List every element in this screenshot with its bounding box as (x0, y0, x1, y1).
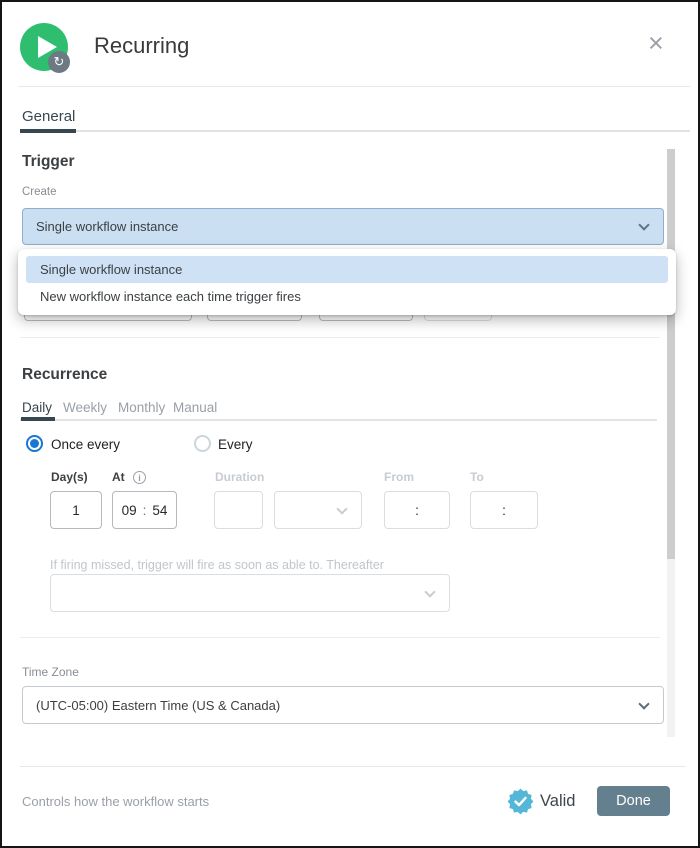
footer-divider (20, 766, 686, 767)
timezone-label: Time Zone (22, 665, 79, 679)
radio-once-every[interactable] (26, 435, 43, 452)
tab-monthly[interactable]: Monthly (118, 400, 166, 415)
dropdown-option-single[interactable]: Single workflow instance (26, 256, 668, 283)
at-label (112, 470, 146, 484)
from-input[interactable]: : (384, 491, 450, 529)
tab-general[interactable]: General (22, 108, 76, 125)
at-colon: : (142, 502, 147, 518)
dialog-title: Recurring (94, 33, 190, 58)
recurrence-tab-track (20, 419, 657, 421)
info-icon[interactable]: i (133, 471, 146, 484)
tab-general-active-underline (20, 129, 76, 133)
tab-daily-active-underline (21, 417, 55, 421)
header-divider (18, 86, 690, 87)
thereafter-select[interactable] (50, 574, 450, 612)
from-label: From (384, 470, 414, 484)
footer-hint: Controls how the workflow starts (22, 794, 210, 809)
at-minutes: 54 (152, 502, 168, 518)
radio-every[interactable] (194, 435, 211, 452)
dropdown-option-new-each[interactable]: New workflow instance each time trigger fires (40, 289, 301, 304)
close-icon[interactable]: × (648, 28, 664, 58)
at-hours: 09 (121, 502, 137, 518)
at-label-text: At (112, 470, 125, 484)
chevron-down-icon (638, 698, 649, 709)
recurrence-heading: Recurrence (22, 366, 108, 383)
done-button[interactable]: Done (597, 786, 670, 816)
to-input[interactable]: : (470, 491, 538, 529)
days-label: Day(s) (51, 470, 88, 484)
validation-status: Valid (540, 792, 576, 810)
create-select-dropdown (18, 249, 676, 315)
trigger-heading: Trigger (22, 153, 75, 170)
chevron-down-icon (336, 503, 347, 514)
tab-daily[interactable]: Daily (22, 400, 53, 415)
missed-firing-note: If firing missed, trigger will fire as soon as able to. Thereafter (50, 558, 384, 572)
valid-badge-icon (507, 788, 534, 815)
repeat-icon: ↻ (48, 51, 70, 73)
duration-label: Duration (215, 470, 265, 484)
tab-weekly[interactable]: Weekly (63, 400, 108, 415)
duration-input[interactable] (214, 491, 263, 529)
tab-manual[interactable]: Manual (173, 400, 218, 415)
at-time-input[interactable] (112, 491, 177, 529)
chevron-down-icon (424, 586, 435, 597)
days-input[interactable]: 1 (50, 491, 102, 529)
to-label: To (470, 470, 484, 484)
radio-every-label[interactable]: Every (218, 437, 253, 452)
timezone-select[interactable] (22, 686, 664, 724)
section-divider-1 (20, 337, 660, 338)
tab-underline-track (20, 130, 690, 132)
section-divider-2 (20, 637, 660, 638)
scrollbar-thumb[interactable] (667, 149, 675, 559)
recurring-trigger-icon (20, 23, 68, 71)
create-select[interactable] (22, 208, 664, 245)
create-label: Create (22, 186, 57, 198)
chevron-down-icon (638, 219, 649, 230)
create-select-value: Single workflow instance (36, 219, 179, 234)
radio-once-every-label[interactable]: Once every (51, 437, 121, 452)
timezone-select-value: (UTC-05:00) Eastern Time (US & Canada) (36, 697, 281, 713)
duration-unit-select[interactable] (274, 491, 362, 529)
